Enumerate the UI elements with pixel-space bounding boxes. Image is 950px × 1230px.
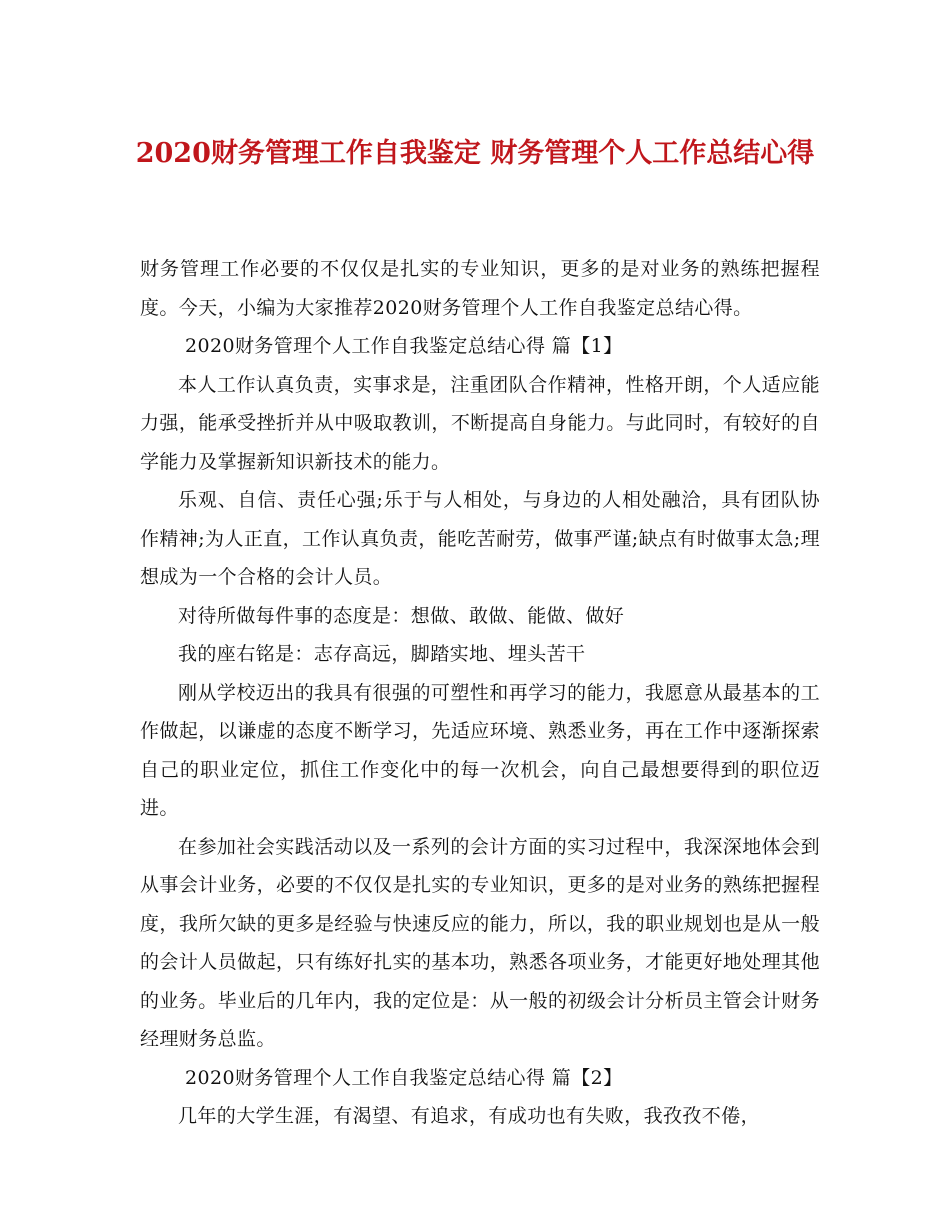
section-heading-2: 2020财务管理个人工作自我鉴定总结心得 篇【2】 — [185, 1066, 623, 1089]
paragraph: 本人工作认真负责，实事求是，注重团队合作精神，性格开朗，个人适应能力强，能承受挫折并从中吸取教训，不断提高自身能力。与此同时，有较好的自学能力及掌握新知识新技术的能力。 — [140, 373, 820, 473]
paragraph: 在参加社会实践活动以及一系列的会计方面的实习过程中，我深深地体会到从事会计业务，必要的不仅仅是扎实的专业知识，更多的是对业务的熟练把握程度，我所欠缺的更多是经验与快速反应的能力，所以，我的职业规划也是从一般的会计人员做起，只有练好扎实的基本功，熟悉各项业务，才能更好地处理其他的业务。毕业后的几年内，我的定位是：从一般的初级会计分析员主管会计财务经理财务总监。 — [140, 835, 820, 1050]
paragraph: 对待所做每件事的态度是：想做、敢做、能做、做好 — [178, 604, 625, 627]
paragraph: 刚从学校迈出的我具有很强的可塑性和再学习的能力，我愿意从最基本的工作做起，以谦虚的态度不断学习，先适应环境、熟悉业务，再在工作中逐渐探索自己的职业定位，抓住工作变化中的每一次机会，向自己最想要得到的职位迈进。 — [140, 681, 820, 819]
intro-paragraph: 财务管理工作必要的不仅仅是扎实的专业知识，更多的是对业务的熟练把握程度。今天，小编为大家推荐2020财务管理个人工作自我鉴定总结心得。 — [140, 258, 820, 319]
document-title: 2020财务管理工作自我鉴定 财务管理个人工作总结心得 — [135, 138, 815, 169]
document-body — [140, 250, 820, 1136]
paragraph: 我的座右铭是：志存高远，脚踏实地、埋头苦干 — [178, 643, 586, 665]
section-heading-1: 2020财务管理个人工作自我鉴定总结心得 篇【1】 — [185, 335, 623, 357]
paragraph: 几年的大学生涯，有渴望、有追求，有成功也有失败，我孜孜不倦， — [178, 1105, 761, 1127]
paragraph: 乐观、自信、责任心强;乐于与人相处，与身边的人相处融洽，具有团队协作精神;为人正直，工作认真负责，能吃苦耐劳，做事严谨;缺点有时做事太急;理想成为一个合格的会计人员。 — [140, 489, 821, 588]
